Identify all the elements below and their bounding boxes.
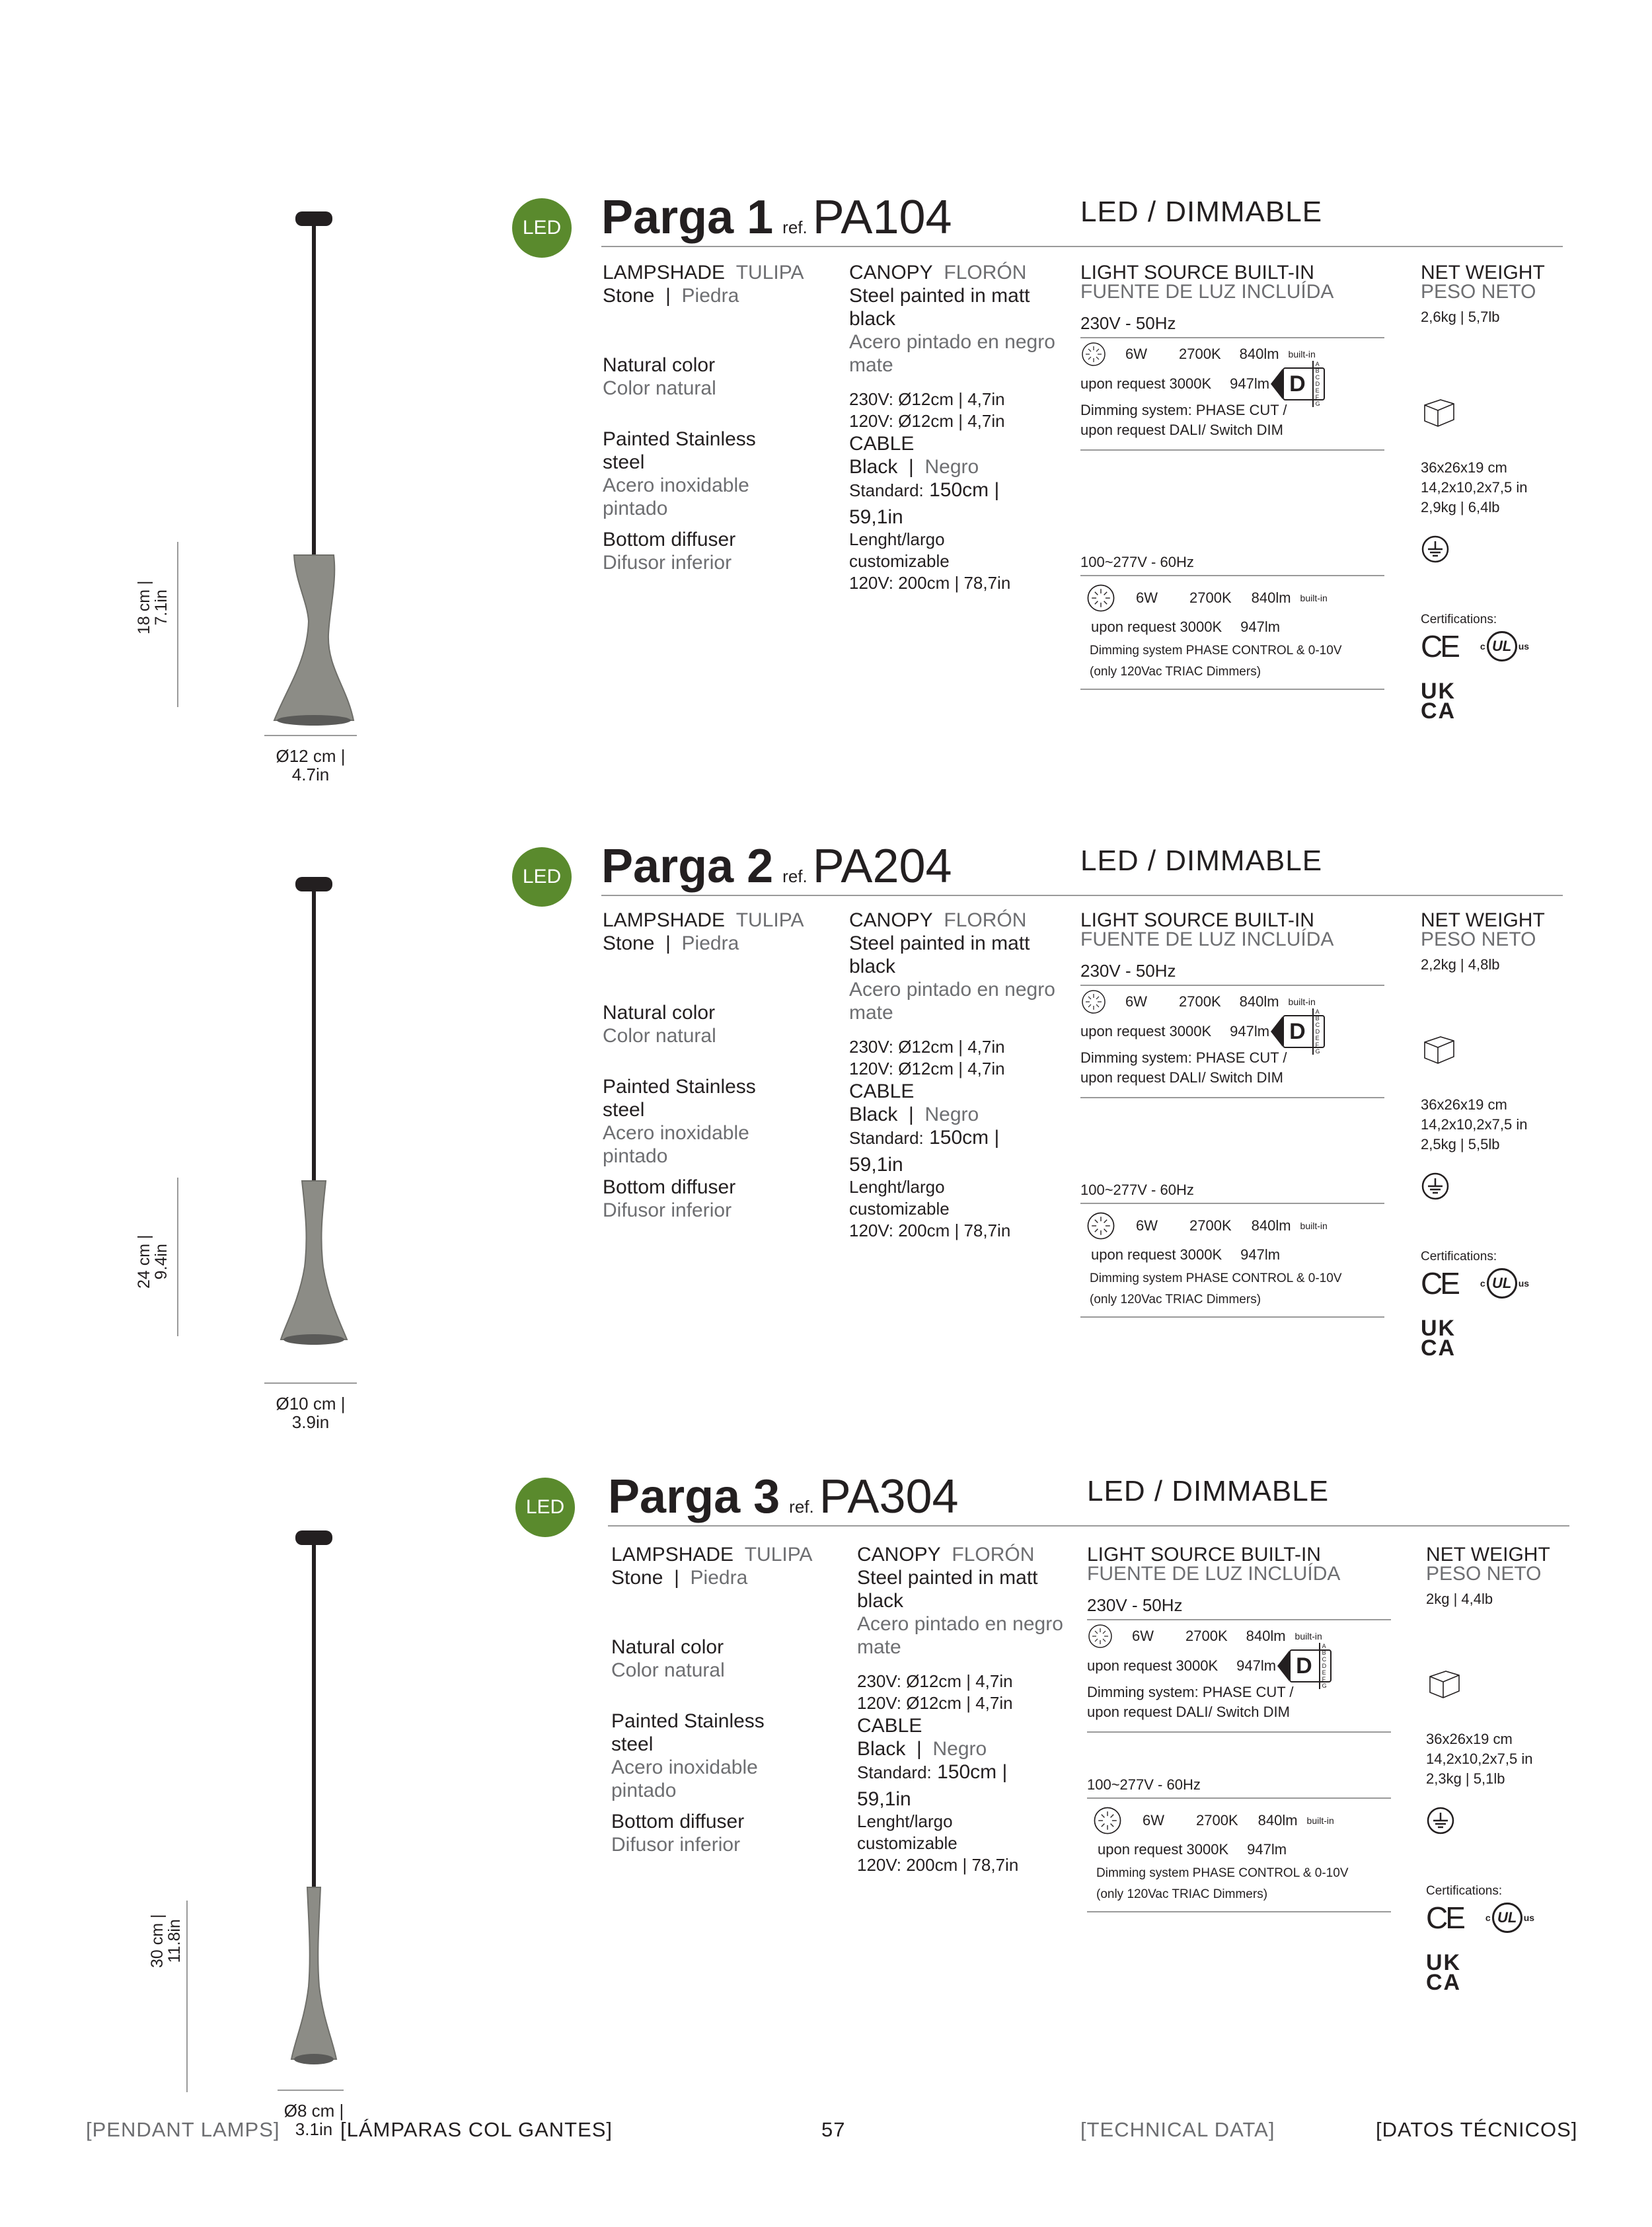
product-title xyxy=(601,190,952,245)
ground-icon xyxy=(1421,535,1450,564)
diameter-dimension-line xyxy=(264,735,357,736)
light-source-column: LIGHT SOURCE BUILT-IN FUENTE DE LUZ INCLUÍDA 230V - 50Hz 6W 2700K 840lm built-in upon request 3000K 947lm D A B C D E F G Dimming system: PHASE CUT / upon request DALI/ Switch DIM 100~277V - 60Hz 6W 2700K 840lm built-in upon request 3000K 947lm Dimming system PHASE CONTROL & 0-10V (only 120Vac TRIAC Dimmers) xyxy=(1080,261,1384,693)
dimming-rule-120 xyxy=(1080,689,1384,690)
ref-prefix: ref. xyxy=(789,1497,814,1517)
cert-row xyxy=(1426,1900,1578,1935)
height-dimension-label: 18 cm | 7.1in xyxy=(135,580,170,634)
package-box-icon xyxy=(1421,393,1458,430)
spec-row-120: 6W 2700K 840lm built-in xyxy=(1092,1805,1391,1836)
footer-datos: [DATOS TÉCNICOS] xyxy=(1376,2118,1578,2141)
ground-icon xyxy=(1421,1172,1450,1201)
energy-scale: A B C D E F G xyxy=(1312,1008,1322,1055)
canopy xyxy=(295,877,332,891)
title-rule xyxy=(608,1525,1569,1527)
height-dimension-line xyxy=(177,542,178,707)
energy-class-label: D A B C D E F G xyxy=(1289,1649,1332,1682)
ce-mark-icon: CE xyxy=(1421,628,1458,663)
led-chip-icon xyxy=(1086,1211,1116,1241)
ref-prefix: ref. xyxy=(782,217,807,237)
led-dimmable-label: LED / DIMMABLE xyxy=(1087,1475,1330,1507)
footer-pendant: [PENDANT LAMPS] xyxy=(86,2118,280,2141)
spec-row-120: 6W 2700K 840lm built-in xyxy=(1086,583,1384,613)
v230-rule xyxy=(1080,985,1384,986)
product-name: Parga 1 xyxy=(601,191,774,244)
footer-lamparas: [LÁMPARAS COL GANTES] xyxy=(340,2118,613,2141)
product-ref: PA104 xyxy=(812,191,952,244)
bottom-diffuser xyxy=(294,2054,334,2064)
request-row-230: upon request 3000K 947lm D A B C D E F G xyxy=(1080,367,1384,400)
diameter-dimension-line xyxy=(264,1382,357,1384)
energy-scale: A B C D E F G xyxy=(1319,1643,1329,1689)
spec-row-230: 6W 2700K 840lm built-in xyxy=(1087,1623,1391,1649)
ukca-mark-icon: UK CA xyxy=(1421,1316,1456,1361)
lampshade xyxy=(291,1887,336,2059)
pendant-lamp-image xyxy=(248,1530,380,2072)
lampshade-column: LAMPSHADE TULIPA Stone | Piedra Natural color Color natural Painted Stainless steel Acero inoxidable pintado Bottom diffuser Difusor inferior xyxy=(611,1544,813,1856)
led-chip-icon xyxy=(1087,1623,1113,1649)
spec-row-230: 6W 2700K 840lm built-in xyxy=(1080,341,1384,367)
cert-row xyxy=(1421,628,1573,663)
product-section xyxy=(0,840,1652,1495)
led-chip-icon xyxy=(1080,989,1107,1015)
canopy xyxy=(295,1530,332,1545)
v230-rule xyxy=(1087,1619,1391,1620)
led-dimmable-label: LED / DIMMABLE xyxy=(1080,845,1323,877)
product-title xyxy=(601,839,952,893)
energy-class-label: D A B C D E F G xyxy=(1283,1015,1325,1048)
cert-row xyxy=(1421,1265,1573,1301)
lampshade xyxy=(281,1181,347,1340)
height-dimension-label: 24 cm | 9.4in xyxy=(135,1234,170,1289)
ul-mark-icon: c UL us xyxy=(1480,631,1529,661)
spec-row-120: 6W 2700K 840lm built-in xyxy=(1086,1211,1384,1241)
diameter-dimension-label: Ø12 cm | 4.7in xyxy=(276,746,346,784)
net-weight-column: NET WEIGHT PESO NETO 2,6kg | 5,7lb 36x26x19 cm 14,2x10,2x7,5 in 2,9kg | 6,4lb Certifications: CE c UL us UK CA xyxy=(1421,261,1573,721)
request-row-120: upon request 3000K 947lm xyxy=(1098,1841,1287,1858)
ukca-mark-icon: UK CA xyxy=(1421,679,1456,724)
bottom-diffuser xyxy=(283,1334,344,1345)
dimming-rule-120 xyxy=(1087,1911,1391,1912)
ref-prefix: ref. xyxy=(782,866,807,886)
energy-class-label: D A B C D E F G xyxy=(1283,367,1325,400)
v120-rule xyxy=(1080,575,1384,576)
led-chip-icon xyxy=(1086,583,1116,613)
diameter-dimension-label: Ø10 cm | 3.9in xyxy=(276,1394,346,1432)
led-chip-icon xyxy=(1080,341,1107,367)
light-source-column: LIGHT SOURCE BUILT-IN FUENTE DE LUZ INCLUÍDA 230V - 50Hz 6W 2700K 840lm built-in upon request 3000K 947lm D A B C D E F G Dimming system: PHASE CUT / upon request DALI/ Switch DIM 100~277V - 60Hz 6W 2700K 840lm built-in upon request 3000K 947lm Dimming system PHASE CONTROL & 0-10V (only 120Vac TRIAC Dimmers) xyxy=(1087,1543,1391,1915)
light-source-column: LIGHT SOURCE BUILT-IN FUENTE DE LUZ INCLUÍDA 230V - 50Hz 6W 2700K 840lm built-in upon request 3000K 947lm D A B C D E F G Dimming system: PHASE CUT / upon request DALI/ Switch DIM 100~277V - 60Hz 6W 2700K 840lm built-in upon request 3000K 947lm Dimming system PHASE CONTROL & 0-10V (only 120Vac TRIAC Dimmers) xyxy=(1080,909,1384,1320)
energy-scale: A B C D E F G xyxy=(1312,361,1322,407)
dimming-rule-230 xyxy=(1080,1097,1384,1098)
product-ref: PA304 xyxy=(819,1470,959,1523)
product-section xyxy=(0,191,1652,846)
pendant-lamp-image xyxy=(248,211,380,734)
height-dimension-line xyxy=(186,1901,188,2092)
net-weight-column: NET WEIGHT PESO NETO 2kg | 4,4lb 36x26x19 cm 14,2x10,2x7,5 in 2,3kg | 5,1lb Certifications: CE c UL us UK CA xyxy=(1426,1543,1578,1992)
ce-mark-icon: CE xyxy=(1421,1265,1458,1301)
lampshade-column: LAMPSHADE TULIPA Stone | Piedra Natural color Color natural Painted Stainless steel Acero inoxidable pintado Bottom diffuser Difusor inferior xyxy=(603,262,804,574)
diameter-dimension-line xyxy=(278,2090,344,2091)
lampshade-column: LAMPSHADE TULIPA Stone | Piedra Natural color Color natural Painted Stainless steel Acero inoxidable pintado Bottom diffuser Difusor inferior xyxy=(603,909,804,1221)
package-box-icon xyxy=(1421,1030,1458,1067)
title-rule xyxy=(601,895,1563,896)
led-badge: LED xyxy=(515,1478,575,1537)
dimming-rule-230 xyxy=(1080,449,1384,451)
canopy-column: CANOPY FLORÓN Steel painted in matt black Acero pintado en negro mate 230V: Ø12cm | 4,7in 120V: Ø12cm | 4,7in CABLE Black | Negro Standard: 150cm | 59,1in Lenght/largo customizable 120V: 200cm | 78,7in xyxy=(857,1544,1063,1875)
net-weight-column: NET WEIGHT PESO NETO 2,2kg | 4,8lb 36x26x19 cm 14,2x10,2x7,5 in 2,5kg | 5,5lb Certifications: CE c UL us UK CA xyxy=(1421,909,1573,1358)
v120-rule xyxy=(1080,1203,1384,1204)
footer-technical: [TECHNICAL DATA] xyxy=(1080,2118,1275,2141)
title-rule xyxy=(601,246,1563,247)
product-name: Parga 2 xyxy=(601,840,774,893)
request-row-120: upon request 3000K 947lm xyxy=(1091,1246,1281,1263)
ukca-mark-icon: UK CA xyxy=(1426,1950,1462,1995)
height-dimension-line xyxy=(177,1178,178,1336)
ul-mark-icon: c UL us xyxy=(1485,1903,1534,1933)
diameter-dimension-label: Ø8 cm | 3.1in xyxy=(283,2101,344,2139)
lampshade xyxy=(274,555,354,720)
dimming-rule-230 xyxy=(1087,1731,1391,1733)
canopy-column: CANOPY FLORÓN Steel painted in matt black Acero pintado en negro mate 230V: Ø12cm | 4,7in 120V: Ø12cm | 4,7in CABLE Black | Negro Standard: 150cm | 59,1in Lenght/largo customizable 120V: 200cm | 78,7in xyxy=(849,262,1055,593)
product-ref: PA204 xyxy=(812,840,952,893)
package-box-icon xyxy=(1426,1665,1463,1702)
led-chip-icon xyxy=(1092,1805,1123,1836)
led-dimmable-label: LED / DIMMABLE xyxy=(1080,196,1323,228)
ce-mark-icon: CE xyxy=(1426,1900,1463,1935)
led-badge: LED xyxy=(512,198,572,258)
page-number: 57 xyxy=(821,2118,846,2141)
spec-row-230: 6W 2700K 840lm built-in xyxy=(1080,989,1384,1015)
product-title xyxy=(608,1470,959,1524)
bottom-diffuser xyxy=(277,715,351,726)
pendant-lamp-image xyxy=(248,877,380,1353)
v230-rule xyxy=(1080,337,1384,338)
request-row-230: upon request 3000K 947lm D A B C D E F G xyxy=(1080,1015,1384,1048)
ul-mark-icon: c UL us xyxy=(1480,1268,1529,1299)
dimming-rule-120 xyxy=(1080,1316,1384,1318)
canopy-column: CANOPY FLORÓN Steel painted in matt black Acero pintado en negro mate 230V: Ø12cm | 4,7in 120V: Ø12cm | 4,7in CABLE Black | Negro Standard: 150cm | 59,1in Lenght/largo customizable 120V: 200cm | 78,7in xyxy=(849,909,1055,1240)
canopy xyxy=(295,211,332,226)
product-name: Parga 3 xyxy=(608,1470,780,1523)
request-row-230: upon request 3000K 947lm D A B C D E F G xyxy=(1087,1649,1391,1682)
v120-rule xyxy=(1087,1797,1391,1799)
led-badge: LED xyxy=(512,847,572,907)
request-row-120: upon request 3000K 947lm xyxy=(1091,619,1281,635)
height-dimension-label: 30 cm | 11.8in xyxy=(148,1914,184,1968)
ground-icon xyxy=(1426,1806,1455,1835)
